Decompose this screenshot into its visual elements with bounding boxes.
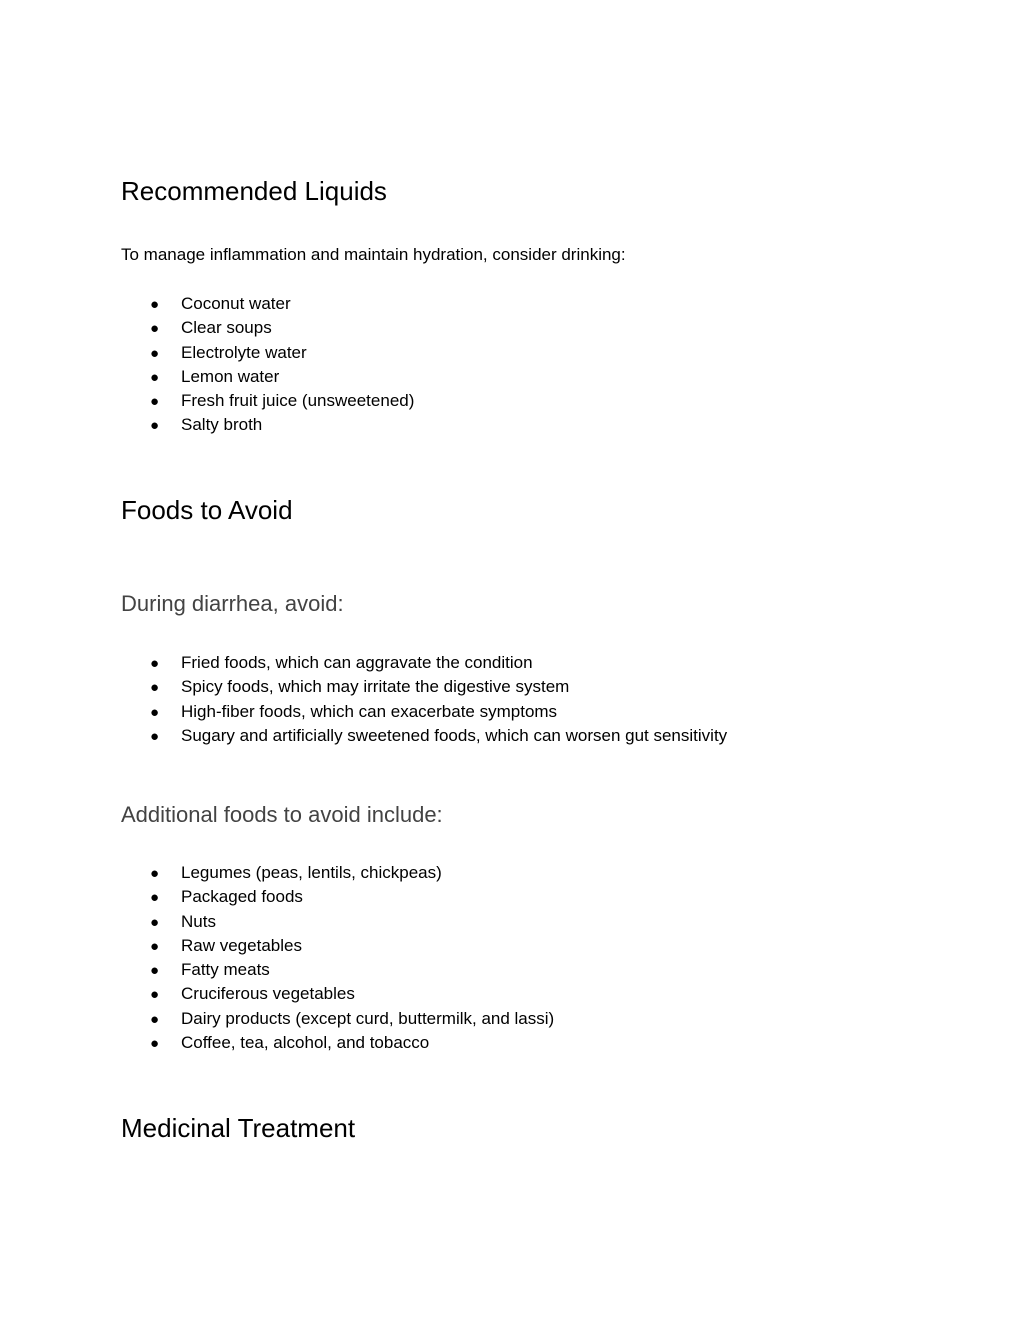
list-item: ● Dairy products (except curd, buttermilk, and lassi) xyxy=(150,1007,554,1031)
list-item: ● Coffee, tea, alcohol, and tobacco xyxy=(150,1031,554,1055)
list-item: ● Fresh fruit juice (unsweetened) xyxy=(150,389,414,413)
list-item: ● Coconut water xyxy=(150,292,414,316)
bullet-icon: ● xyxy=(150,889,160,907)
bullet-icon: ● xyxy=(150,344,160,362)
list-item: ● Packaged foods xyxy=(150,885,554,909)
list-item: ● Electrolyte water xyxy=(150,341,414,365)
bullet-icon: ● xyxy=(150,417,160,435)
list-item: ● Cruciferous vegetables xyxy=(150,982,554,1006)
bullet-icon: ● xyxy=(150,913,160,931)
bullet-icon: ● xyxy=(150,320,160,338)
liquids-list xyxy=(150,292,414,438)
bullet-icon: ● xyxy=(150,703,160,721)
bullet-icon: ● xyxy=(150,937,160,955)
liquids-intro-paragraph: To manage inflammation and maintain hydration, consider drinking: xyxy=(121,245,626,264)
list-item: ● Fatty meats xyxy=(150,958,554,982)
list-item: ● Fried foods, which can aggravate the condition xyxy=(150,651,727,675)
list-item: ● Nuts xyxy=(150,910,554,934)
list-item: ● Raw vegetables xyxy=(150,934,554,958)
additional-avoid-list xyxy=(150,861,554,1055)
list-item: ● Spicy foods, which may irritate the digestive system xyxy=(150,675,727,699)
diarrhea-avoid-list xyxy=(150,651,727,748)
list-item: ● Salty broth xyxy=(150,413,414,437)
bullet-icon: ● xyxy=(150,865,160,882)
section-heading-foods-to-avoid: Foods to Avoid xyxy=(121,495,293,525)
subheading-additional-foods: Additional foods to avoid include: xyxy=(121,802,443,827)
bullet-icon: ● xyxy=(150,962,160,980)
bullet-icon: ● xyxy=(150,393,160,411)
list-item: ● High-fiber foods, which can exacerbate symptoms xyxy=(150,700,727,724)
list-item: ● Sugary and artificially sweetened foods, which can worsen gut sensitivity xyxy=(150,724,727,748)
list-item: ● Clear soups xyxy=(150,316,414,340)
list-item: ● Lemon water xyxy=(150,365,414,389)
bullet-icon: ● xyxy=(150,986,160,1004)
bullet-icon: ● xyxy=(150,655,160,672)
bullet-icon: ● xyxy=(150,368,160,386)
bullet-icon: ● xyxy=(150,1010,160,1028)
bullet-icon: ● xyxy=(150,727,160,745)
bullet-icon: ● xyxy=(150,296,160,313)
section-heading-medicinal-treatment: Medicinal Treatment xyxy=(121,1113,356,1143)
bullet-icon: ● xyxy=(150,1035,160,1053)
list-item: ● Legumes (peas, lentils, chickpeas) xyxy=(150,861,554,885)
section-heading-recommended-liquids: Recommended Liquids xyxy=(121,176,387,206)
subheading-during-diarrhea: During diarrhea, avoid: xyxy=(121,591,344,616)
bullet-icon: ● xyxy=(150,679,160,697)
